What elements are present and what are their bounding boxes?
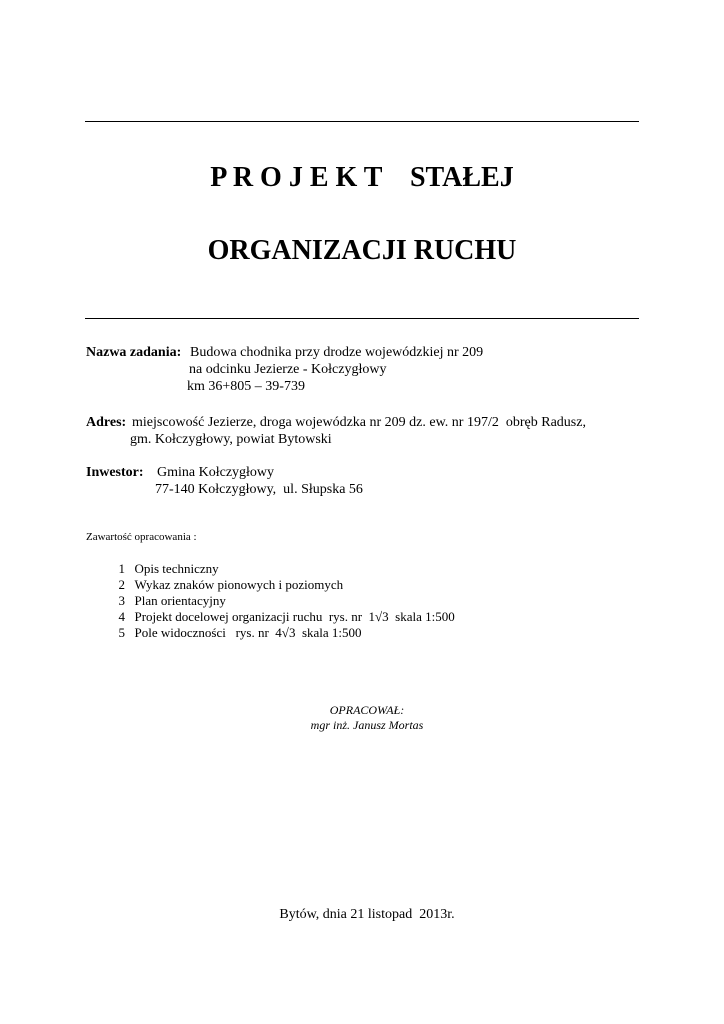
list-item-text: Pole widoczności rys. nr 4√3 skala 1:500 [134,625,362,640]
address-line-2: gm. Kołczygłowy, powiat Bytowski [130,432,332,447]
investor-line-2: 77-140 Kołczygłowy, ul. Słupska 56 [155,482,363,497]
document-title-line-2: ORGANIZACJI RUCHU [207,235,517,266]
list-item-number: 5 [118,625,125,640]
list-item-number: 4 [118,609,125,624]
list-item-text: Plan orientacyjny [134,593,226,608]
investor-line-1: Gmina Kołczygłowy [157,465,275,480]
list-item [112,609,362,641]
list-item-number: 1 [118,561,125,576]
list-item-number: 2 [118,577,125,592]
list-item-text: Wykaz znaków pionowych i poziomych [134,577,344,592]
investor-label: Inwestor: [86,465,144,480]
task-line-2: na odcinku Jezierze - Kołczygłowy [189,362,387,377]
list-item-number: 3 [118,593,125,608]
task-line-1: Budowa chodnika przy drodze wojewódzkiej nr 209 [190,345,484,360]
list-item-text: Projekt docelowej organizacji ruchu rys. nr 1√3 skala 1:500 [134,609,455,624]
author-label: OPRACOWAŁ: [329,703,405,717]
address-label: Adres: [86,415,127,430]
author-name: mgr inż. Janusz Mortas [310,718,424,732]
contents-heading: Zawartość opracowania : [86,531,197,543]
place-and-date: Bytów, dnia 21 listopad 2013r. [279,907,455,922]
address-line-1: miejscowość Jezierze, droga wojewódzka nr 209 dz. ew. nr 197/2 obręb Radusz, [132,415,586,430]
top-rule [85,121,639,122]
bottom-rule [85,318,639,319]
list-item-text: Opis techniczny [134,561,219,576]
task-label: Nazwa zadania: [86,345,182,360]
document-title-line-1: P R O J E K T STAŁEJ [210,162,514,193]
task-line-3: km 36+805 – 39-739 [187,379,305,394]
